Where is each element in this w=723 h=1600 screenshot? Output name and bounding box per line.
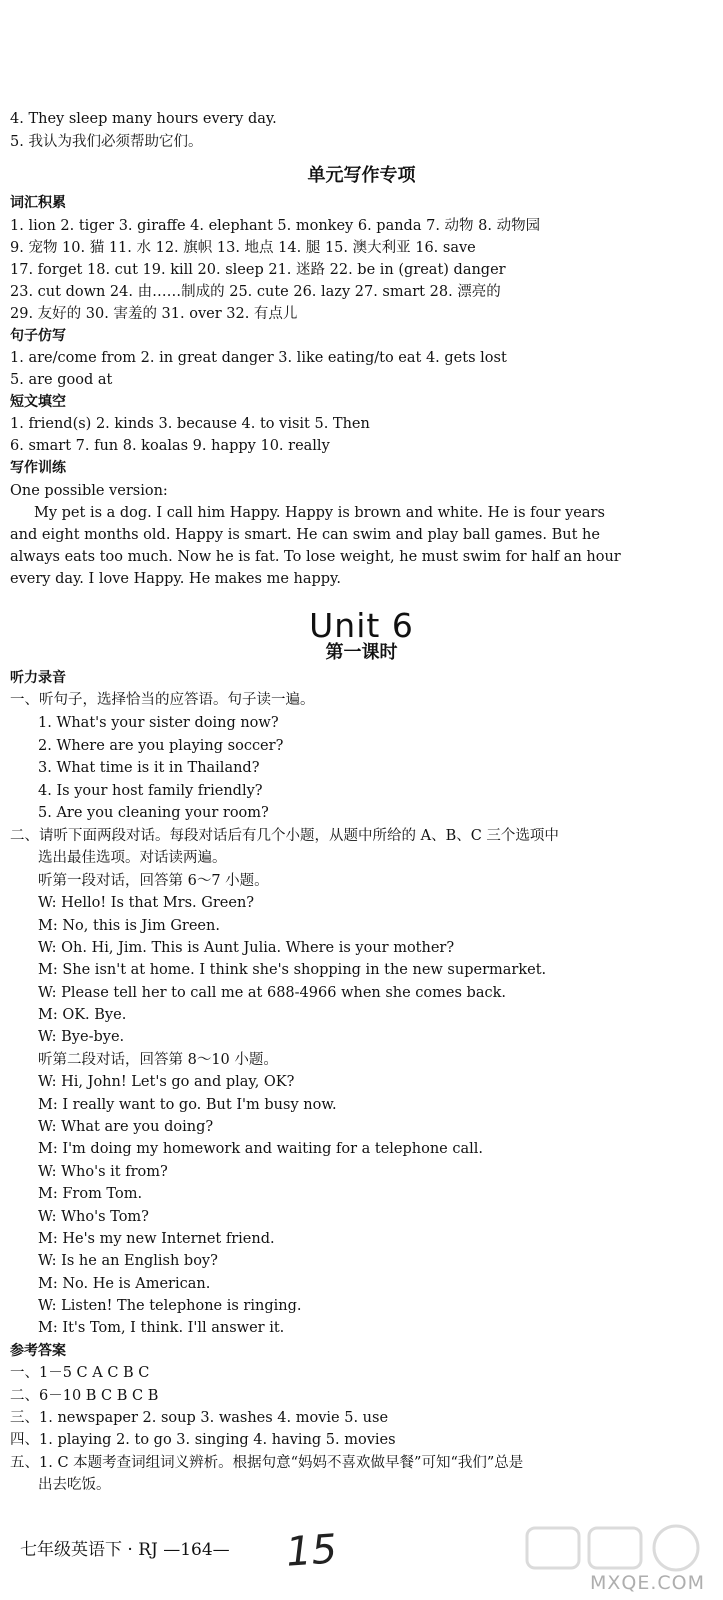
subsection-header: 词汇积累 (10, 195, 66, 211)
text-line: 29. 友好的 30. 害羞的 31. over 32. 有点儿 (10, 306, 298, 322)
text-line: W: Hello! Is that Mrs. Green? (38, 895, 255, 911)
text-line: 听第一段对话，回答第 6～7 小题。 (38, 873, 269, 889)
text-line: 听第二段对话，回答第 8～10 小题。 (38, 1052, 278, 1068)
text-line: always eats too much. Now he is fat. To lose weight, he must swim for half an hour (10, 549, 621, 565)
text-line: W: Hi, John! Let's go and play, OK? (38, 1074, 295, 1090)
text-line: 二、6－10 B C B C B (10, 1388, 159, 1404)
text-line: My pet is a dog. I call him Happy. Happy is brown and white. He is four years (34, 505, 605, 521)
text-line: 4. Is your host family friendly? (38, 783, 263, 799)
text-line: 二、请听下面两段对话。每段对话后有几个小题，从题中所给的 A、B、C 三个选项中 (10, 828, 559, 844)
text-line: W: Please tell her to call me at 688-4966 when she comes back. (38, 985, 506, 1001)
handwritten-page-number: 15 (284, 1526, 339, 1576)
text-line: 23. cut down 24. 由……制成的 25. cute 26. lazy 27. smart 28. 漂亮的 (10, 284, 501, 300)
text-line: 选出最佳选项。对话读两遍。 (38, 850, 227, 866)
text-line: 1. lion 2. tiger 3. giraffe 4. elephant 5. monkey 6. panda 7. 动物 8. 动物园 (10, 218, 541, 234)
text-line: W: Bye-bye. (38, 1029, 125, 1045)
text-line: and eight months old. Happy is smart. He can swim and play ball games. But he (10, 527, 600, 543)
text-line: M: She isn't at home. I think she's shopping in the new supermarket. (38, 962, 547, 978)
subsection-header: 句子仿写 (10, 328, 66, 344)
text-line: W: What are you doing? (38, 1119, 214, 1135)
text-line: 5. Are you cleaning your room? (38, 805, 269, 821)
text-line: M: OK. Bye. (38, 1007, 127, 1023)
text-line: M: I'm doing my homework and waiting for a telephone call. (38, 1141, 484, 1157)
text-line: 五、1. C 本题考查词组词义辨析。根据句意“妈妈不喜欢做早餐”可知“我们”总是 (10, 1455, 524, 1471)
watermark-text: MXQE.COM (589, 1572, 705, 1594)
text-line: 三、1. newspaper 2. soup 3. washes 4. movie 5. use (10, 1410, 389, 1426)
text-line: 17. forget 18. cut 19. kill 20. sleep 21. 迷路 22. be in (great) danger (10, 262, 506, 278)
text-line: 6. smart 7. fun 8. koalas 9. happy 10. really (10, 438, 330, 454)
text-line: W: Is he an English boy? (38, 1253, 218, 1269)
text-line: 1. What's your sister doing now? (38, 715, 279, 731)
subsection-header: 写作训练 (10, 460, 66, 476)
text-line: 出去吃饭。 (38, 1477, 111, 1493)
text-line: 一、听句子，选择恰当的应答语。句子读一遍。 (10, 692, 315, 708)
text-line: every day. I love Happy. He makes me happy. (10, 571, 341, 587)
text-line: 四、1. playing 2. to go 3. singing 4. having 5. movies (10, 1432, 396, 1448)
subsection-header: 听力录音 (10, 670, 66, 686)
text-line: 1. friend(s) 2. kinds 3. because 4. to visit 5. Then (10, 416, 370, 432)
text-line: W: Who's it from? (38, 1164, 168, 1180)
text-line: 5. are good at (10, 372, 113, 388)
text-line: 4. They sleep many hours every day. (10, 111, 277, 127)
section-title: 单元写作专项 (307, 165, 416, 186)
text-line: M: It's Tom, I think. I'll answer it. (38, 1320, 285, 1336)
text-line: W: Who's Tom? (38, 1209, 149, 1225)
text-line: W: Listen! The telephone is ringing. (38, 1298, 302, 1314)
text-line: M: From Tom. (38, 1186, 143, 1202)
text-line: 一、1－5 C A C B C (10, 1365, 150, 1381)
text-line: 3. What time is it in Thailand? (38, 760, 260, 776)
text-line: 5. 我认为我们必须帮助它们。 (10, 134, 203, 150)
unit-heading: Unit 6 (309, 606, 414, 645)
text-line: 2. Where are you playing soccer? (38, 738, 284, 754)
section-title: 第一课时 (325, 642, 398, 663)
text-line: M: He's my new Internet friend. (38, 1231, 275, 1247)
text-line: 1. are/come from 2. in great danger 3. like eating/to eat 4. gets lost (10, 350, 507, 366)
subsection-header: 参考答案 (10, 1343, 66, 1359)
text-line: One possible version: (10, 483, 168, 499)
text-line: M: No. He is American. (38, 1276, 211, 1292)
text-line: M: No, this is Jim Green. (38, 918, 220, 934)
text-line: M: I really want to go. But I'm busy now. (38, 1097, 337, 1113)
subsection-header: 短文填空 (10, 394, 66, 410)
page-footer: 七年级英语下 · RJ —164— (20, 1540, 230, 1560)
text-line: W: Oh. Hi, Jim. This is Aunt Julia. Where is your mother? (38, 940, 455, 956)
text-line: 9. 宠物 10. 猫 11. 水 12. 旗帜 13. 地点 14. 腿 15. 澳大利亚 16. save (10, 240, 476, 256)
